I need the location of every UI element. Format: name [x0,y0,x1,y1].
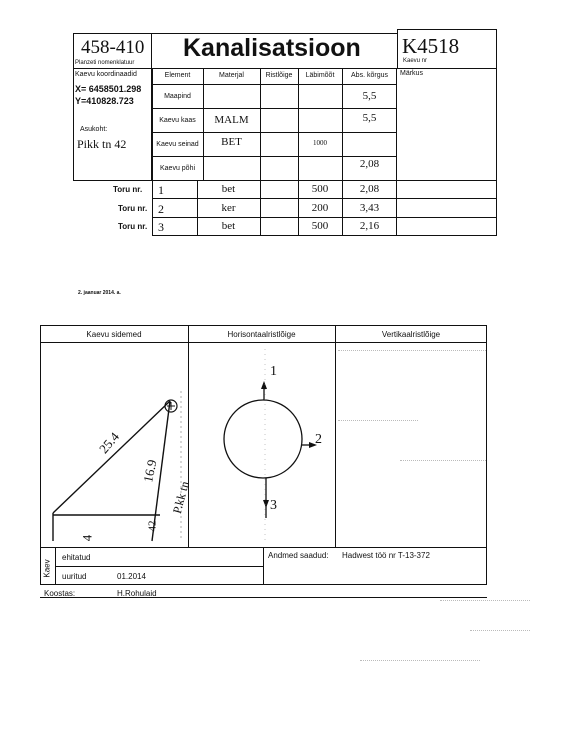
pipe-marker-3: 3 [270,498,277,513]
surveyed-label: uuritud [62,572,87,581]
coordinates-label: Kaevu koordinaadid [75,71,137,78]
table-cell-height: 5,5 [362,90,377,102]
data-source-value: Hadwest töö nr T-13-372 [342,551,430,560]
coordinate-x: X= 6458501.298 [75,84,142,94]
pipe-diameter: 500 [311,183,329,195]
table-cell-height: 2,08 [359,158,380,170]
section-title-vertical: Vertikaalristlõige [381,330,441,339]
table-cell-element: Maapind [164,93,191,100]
location-value: Pikk tn 42 [77,137,127,151]
pipe-label: Toru nr. [118,204,148,213]
pipe-diameter: 200 [311,202,329,214]
pipe-material: bet [221,220,236,232]
table-cell-height: 5,5 [362,112,377,124]
col-header-material: Materjal [219,72,244,79]
pipe-material: ker [221,202,236,214]
table-cell-material: MALM [214,114,249,126]
footer-side-label: Kaev [42,559,52,578]
table-cell-diameter: 1000 [313,139,327,147]
data-source-label: Andmed saadud: [268,551,329,560]
surveyed-value: 01.2014 [117,572,146,581]
distance-hypotenuse: 25.4 [95,429,123,457]
col-header-height: Abs. kõrgus [351,72,388,79]
col-header-remarks: Märkus [400,70,423,77]
pipe-label: Toru nr. [113,185,143,194]
coordinate-y: Y=410828.723 [75,96,134,106]
location-label: Asukoht: [80,126,108,133]
col-header-section: Ristlõige [265,72,293,79]
distance-vertical: 16.9 [140,458,160,484]
well-caption: Kaevu nr [403,58,428,64]
horizontal-section-sketch [189,343,335,548]
pipe-nr: 2 [158,202,164,216]
pipe-nr: 1 [158,183,164,197]
section-title-horizontal: Horisontaalristlõige [227,330,296,339]
table-cell-element: Kaevu põhi [159,165,196,172]
composed-value: H.Rohulaid [117,589,157,598]
street-label: P.kk tn [169,479,192,515]
distance-base-right: 42 [146,520,159,532]
table-cell-element: Kaevu kaas [159,117,196,124]
col-header-diameter: Läbimõõt [305,72,335,79]
pipe-diameter: 500 [311,220,329,232]
col-header-element: Element [164,72,191,79]
sheet-number: 458-410 [81,37,145,58]
table-cell-element: Kaevu seinad [156,141,199,148]
sheet-caption: Planzeti nomenklatuur [75,60,135,66]
pipe-material: bet [221,183,236,195]
composed-label: Koostas: [44,589,76,598]
pipe-height: 2,16 [359,220,380,232]
remarks-column [396,68,497,181]
distance-base-left: 4 [79,534,95,542]
pipe-label: Toru nr. [118,222,148,231]
pipe-marker-1: 1 [270,364,277,379]
pipe-height: 2,08 [359,183,380,195]
well-number: K4518 [402,34,460,58]
built-label: ehitatud [62,553,91,562]
date-stamp: 2. jaanuar 2014. a. [78,290,121,296]
pipe-nr: 3 [158,220,164,234]
page-title: Kanalisatsioon [183,34,361,62]
pipe-marker-2: 2 [315,432,322,447]
pipe-height: 3,43 [359,202,380,214]
section-title-ties: Kaevu sidemed [86,330,142,339]
table-cell-material: BET [221,136,242,148]
